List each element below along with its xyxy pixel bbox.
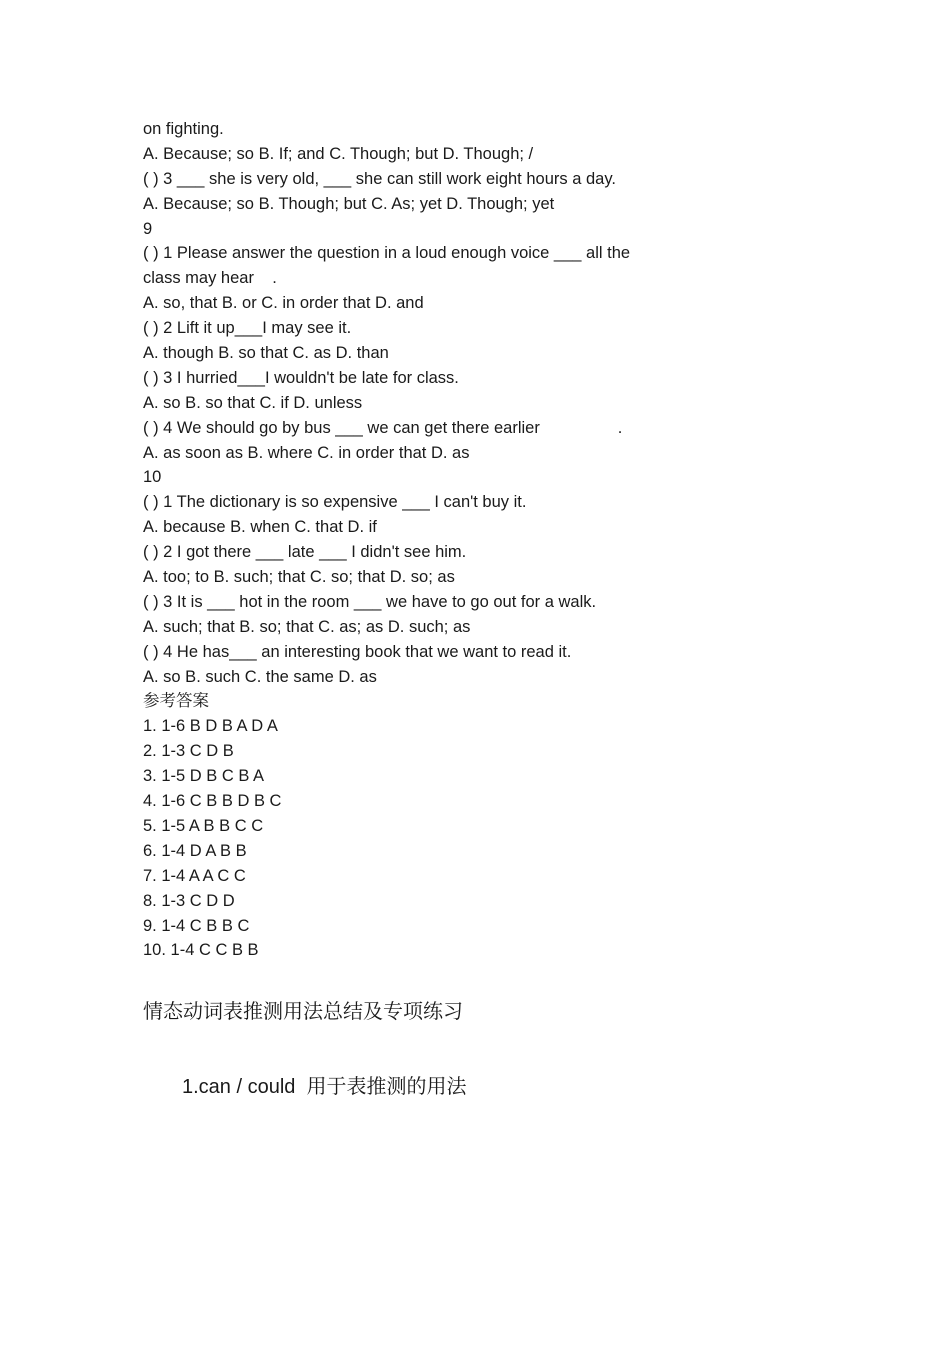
text-line: ( ) 1 Please answer the question in a loud enough voice ___ all the — [143, 244, 631, 263]
text-line: ( ) 2 I got there ___ late ___ I didn't see him. — [143, 543, 467, 562]
answer-line: 1. 1-6 B D B A D A — [143, 717, 278, 736]
text-line: on fighting. — [143, 120, 224, 138]
section-number: 10 — [143, 468, 162, 487]
section-subheading: 1.can / could 用于表推测的用法 — [182, 1076, 467, 1098]
text-line: ( ) 3 I hurried___I wouldn't be late for class. — [143, 368, 459, 387]
answer-line: 7. 1-4 A A C C — [143, 866, 246, 885]
answer-line: 4. 1-6 C B B D B C — [143, 792, 282, 811]
answer-key-title: 参考答案 — [143, 692, 209, 711]
text-line: A. Because; so B. Though; but C. As; yet D. Though; yet — [143, 194, 555, 213]
text-line: ( ) 4 We should go by bus ___ we can get there earlier . — [143, 418, 623, 437]
text-line: ( ) 1 The dictionary is so expensive ___ I can't buy it. — [143, 493, 527, 512]
text-line: class may hear . — [143, 269, 277, 288]
text-line: A. so, that B. or C. in order that D. and — [143, 294, 424, 313]
text-line: A. Because; so B. If; and C. Though; but D. Though; / — [143, 144, 534, 163]
text-line: A. though B. so that C. as D. than — [143, 344, 389, 363]
text-line: ( ) 4 He has___ an interesting book that we want to read it. — [143, 642, 572, 661]
text-line: A. so B. such C. the same D. as — [143, 667, 377, 686]
answer-line: 8. 1-3 C D D — [143, 891, 235, 910]
answer-line: 10. 1-4 C C B B — [143, 941, 259, 960]
section-heading: 情态动词表推测用法总结及专项练习 — [143, 1001, 463, 1023]
text-line: ( ) 2 Lift it up___I may see it. — [143, 319, 352, 338]
text-line: A. so B. so that C. if D. unless — [143, 393, 363, 412]
text-line: A. as soon as B. where C. in order that D. as — [143, 443, 470, 462]
answer-line: 5. 1-5 A B B C C — [143, 816, 264, 835]
text-line: A. because B. when C. that D. if — [143, 518, 377, 537]
answer-line: 3. 1-5 D B C B A — [143, 767, 265, 786]
answer-line: 2. 1-3 C D B — [143, 742, 234, 761]
text-line: ( ) 3 It is ___ hot in the room ___ we have to go out for a walk. — [143, 592, 597, 611]
answer-line: 6. 1-4 D A B B — [143, 841, 247, 860]
text-line: A. too; to B. such; that C. so; that D. so; as — [143, 568, 455, 587]
section-number: 9 — [143, 219, 153, 238]
text-line: A. such; that B. so; that C. as; as D. such; as — [143, 617, 471, 636]
document-body — [143, 117, 843, 963]
answer-line: 9. 1-4 C B B C — [143, 916, 250, 935]
text-line: ( ) 3 ___ she is very old, ___ she can still work eight hours a day. — [143, 169, 616, 188]
